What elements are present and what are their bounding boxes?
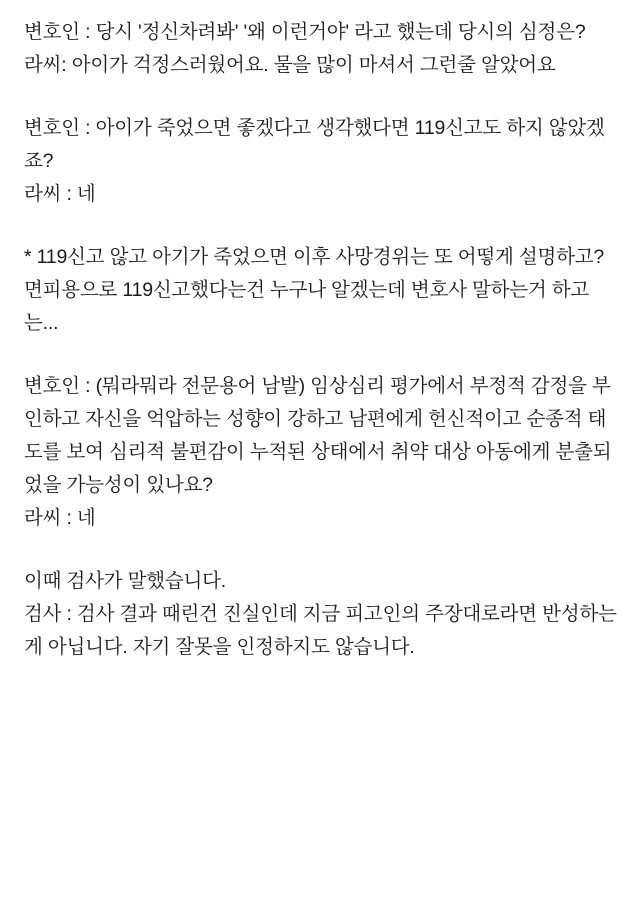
dialogue-line: 라씨 : 네 <box>24 183 96 205</box>
dialogue-line: 검사 : 검사 결과 때린건 진실인데 지금 피고인의 주장대로라면 반성하는게 아닙니다. 자기 잘못을 인정하지도 않습니다. <box>24 603 617 658</box>
narration-line: 이때 검사가 말했습니다. <box>24 570 227 592</box>
dialogue-line: 라씨: 아이가 걱정스러웠어요. 물을 많이 마셔서 그런줄 알았어요 <box>24 54 556 76</box>
dialogue-line: 변호인 : 당시 '정신차려봐' '왜 이런거야' 라고 했는데 당시의 심정은? <box>24 21 586 43</box>
dialogue-block-1 <box>24 16 618 82</box>
dialogue-block-4 <box>24 565 618 664</box>
dialogue-line: 라씨 : 네 <box>24 507 96 529</box>
commentary-block <box>24 241 618 340</box>
commentary-line: * 119신고 않고 아기가 죽었으면 이후 사망경위는 또 어떻게 설명하고? 면피용으로 119신고했다는건 누구나 알겠는데 변호사 말하는거 하고는... <box>24 246 605 334</box>
dialogue-line: 변호인 : 아이가 죽었으면 좋겠다고 생각했다면 119신고도 하지 않았겠죠? <box>24 117 605 172</box>
dialogue-block-3 <box>24 370 618 535</box>
dialogue-line: 변호인 : (뭐라뭐라 전문용어 남발) 임상심리 평가에서 부정적 감정을 부인하고 자신을 억압하는 성향이 강하고 남편에게 헌신적이고 순종적 태도를 보여 심리적 불편감이 누적된 상태에서 취약 대상 아동에게 분출되었을 가능성이 있나요? <box>24 375 612 496</box>
dialogue-block-2 <box>24 112 618 211</box>
